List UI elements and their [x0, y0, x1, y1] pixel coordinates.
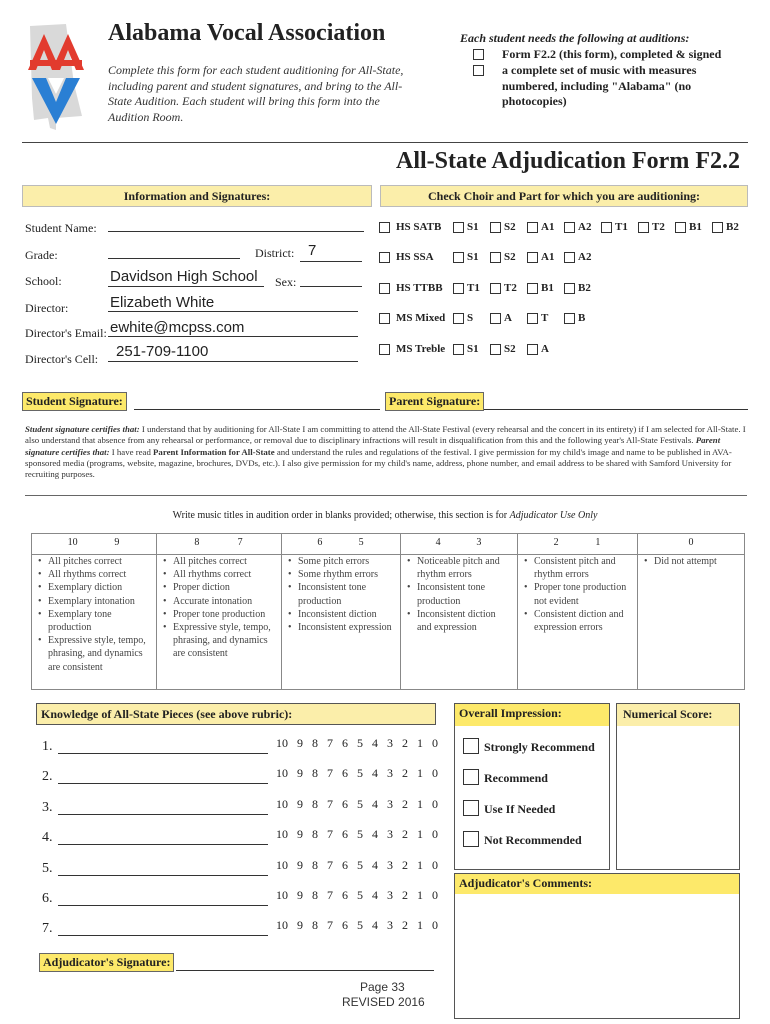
director-field[interactable]	[108, 311, 358, 312]
rubric-criterion: • Expressive style, tempo, phrasing, and dynamics are consistent	[38, 634, 149, 674]
rubric-criteria	[38, 555, 149, 674]
ava-logo	[22, 20, 88, 132]
part-checkbox[interactable]	[490, 252, 501, 263]
rubric-divider	[637, 533, 638, 690]
rubric-score: 9	[114, 537, 120, 548]
choir-checkbox[interactable]	[379, 252, 390, 263]
rubric-criterion: • Noticeable pitch and rhythm errors	[407, 555, 510, 581]
part-checkbox[interactable]	[490, 313, 501, 324]
rubric-criteria	[288, 555, 393, 634]
rubric-intro-a: Write music titles in audition order in blanks provided; otherwise, this section is for	[172, 510, 508, 521]
part-checkbox[interactable]	[527, 222, 538, 233]
parent-signature-label: Parent Signature:	[385, 392, 484, 411]
cell-value: 251-709-1100	[116, 343, 209, 360]
part-label: S1	[467, 343, 479, 355]
choir-name: HS SSA	[396, 251, 434, 263]
rubric-criterion: • Exemplary intonation	[38, 595, 149, 608]
piece-number: 7.	[42, 921, 53, 937]
parent-certifies-label: Parent signature certifies that:	[25, 435, 721, 457]
cell-label: Director's Cell:	[25, 352, 99, 366]
piece-score-scale[interactable]: 10 9 8 7 6 5 4 3 2 1 0	[276, 827, 438, 842]
rubric-score: 3	[476, 537, 482, 548]
part-checkbox[interactable]	[564, 222, 575, 233]
part-label: A1	[541, 221, 555, 233]
part-label: S2	[504, 221, 516, 233]
needs-item-1: Form F2.2 (this form), completed & signed	[502, 47, 722, 61]
part-checkbox[interactable]	[564, 313, 575, 324]
parent-signature-field[interactable]	[484, 409, 748, 410]
rubric-criterion: • Expressive style, tempo, phrasing, and dynamics are consistent	[163, 621, 274, 661]
rubric-criterion: • Exemplary tone production	[38, 608, 149, 634]
piece-title-field[interactable]	[58, 935, 268, 936]
rubric-score: 2	[553, 537, 559, 548]
part-label: T	[541, 312, 549, 324]
piece-score-scale[interactable]: 10 9 8 7 6 5 4 3 2 1 0	[276, 857, 438, 872]
rubric-criterion: • Did not attempt	[644, 555, 738, 568]
choir-name: MS Mixed	[396, 312, 446, 324]
part-label: B	[578, 312, 586, 324]
info-section-header: Information and Signatures:	[22, 185, 372, 207]
parent-certifies-text-b: and understand the rules and regulations of the festival. I give permission for my child's image and name to be published in AVA-sponsored media (programs, website, magazine, brochures, DVDs, etc.). I also give permission for my child's name, address, phone number, and email address to be shared with Samford University for recruiting purposes.	[25, 446, 732, 480]
rubric-divider	[281, 533, 282, 690]
part-checkbox[interactable]	[564, 252, 575, 263]
rubric-score: 8	[194, 537, 200, 548]
part-label: A2	[578, 221, 592, 233]
part-label: S2	[504, 343, 516, 355]
part-label: S	[467, 312, 474, 324]
part-checkbox[interactable]	[490, 222, 501, 233]
rubric-criterion: • Consistent diction and expression errors	[524, 608, 630, 634]
district-value: 7	[308, 242, 317, 259]
rubric-divider	[517, 533, 518, 690]
rubric-criterion: • Inconsistent diction and expression	[407, 608, 510, 634]
adjudicator-signature-label: Adjudicator's Signature:	[39, 953, 174, 972]
needs-title: Each student needs the following at auditions:	[460, 31, 690, 45]
rubric-criterion: • Inconsistent diction	[288, 608, 393, 621]
rubric-divider	[156, 533, 157, 690]
rubric-score-header	[31, 537, 156, 548]
part-checkbox[interactable]	[527, 252, 538, 263]
impression-option-label: Use If Needed	[484, 802, 556, 816]
part-label: S2	[504, 251, 516, 263]
numerical-score-box[interactable]	[616, 703, 740, 870]
piece-score-scale[interactable]: 10 9 8 7 6 5 4 3 2 1 0	[276, 796, 438, 811]
rubric-score-header	[637, 537, 745, 548]
rubric-score: 7	[237, 537, 243, 548]
adjudicator-signature-field[interactable]	[176, 970, 434, 971]
part-label: A	[504, 312, 512, 324]
header-rule	[22, 142, 748, 143]
grade-field[interactable]	[108, 258, 240, 259]
needs-checkbox-1[interactable]	[473, 49, 484, 60]
piece-number: 1.	[42, 739, 53, 754]
part-label: T1	[615, 221, 628, 233]
part-label: A1	[541, 251, 555, 263]
certification-text	[25, 424, 747, 480]
rubric-score-header	[400, 537, 517, 548]
rubric-criterion: • Proper tone production not evident	[524, 581, 630, 607]
rubric-criterion: • Consistent pitch and rhythm errors	[524, 555, 630, 581]
rubric-criterion: • All rhythms correct	[163, 568, 274, 581]
piece-score-scale[interactable]: 10 9 8 7 6 5 4 3 2 1 0	[276, 736, 438, 750]
part-checkbox[interactable]	[453, 344, 464, 355]
piece-title-field[interactable]	[58, 844, 268, 845]
rubric-score-header	[517, 537, 637, 548]
choir-section-header: Check Choir and Part for which you are auditioning:	[380, 185, 748, 207]
part-checkbox[interactable]	[453, 252, 464, 263]
piece-number: 5.	[42, 860, 53, 876]
knowledge-label: Knowledge of All-State Pieces (see above rubric):	[36, 703, 436, 725]
part-checkbox[interactable]	[453, 313, 464, 324]
part-label: T2	[652, 221, 665, 233]
rubric-score: 1	[595, 537, 601, 548]
choir-checkbox[interactable]	[379, 283, 390, 294]
cell-field[interactable]	[108, 361, 358, 362]
needs-item-2: a complete set of music with measures numbered, including "Alabama" (no photocopies)	[502, 63, 697, 108]
student-signature-field[interactable]	[134, 409, 380, 410]
choir-name: HS TTBB	[396, 282, 443, 294]
parent-certifies-text-a: I have read	[111, 446, 151, 457]
impression-option-label: Strongly Recommend	[484, 740, 595, 754]
rubric-score-header	[156, 537, 281, 548]
impression-option-label: Not Recommended	[484, 833, 582, 847]
rubric-score-header	[281, 537, 400, 548]
rubric-intro-b: Adjudicator Use Only	[509, 510, 598, 521]
part-label: T2	[504, 282, 517, 294]
rubric-criteria	[524, 555, 630, 634]
part-checkbox[interactable]	[490, 344, 501, 355]
part-label: S1	[467, 251, 479, 263]
part-checkbox[interactable]	[527, 313, 538, 324]
part-label: T1	[467, 282, 480, 294]
part-label: S1	[467, 221, 479, 233]
page-number: Page 33	[360, 980, 405, 994]
rubric-score: 0	[688, 537, 694, 548]
school-value: Davidson High School	[110, 268, 258, 285]
rubric-criteria	[644, 555, 738, 568]
section-rule	[25, 495, 747, 496]
student-name-field[interactable]	[108, 231, 364, 232]
rubric-criterion: • All rhythms correct	[38, 568, 149, 581]
email-label: Director's Email:	[25, 326, 107, 340]
piece-score-scale[interactable]: 10 9 8 7 6 5 4 3 2 1 0	[276, 766, 438, 781]
part-checkbox[interactable]	[675, 222, 686, 233]
rubric-criteria	[407, 555, 510, 634]
rubric-score: 10	[67, 537, 78, 548]
grade-label: Grade:	[25, 248, 58, 262]
piece-number: 4.	[42, 830, 53, 846]
sex-label: Sex:	[275, 275, 297, 289]
piece-number: 2.	[42, 769, 53, 785]
parent-info-bold: Parent Information for All-State	[153, 446, 275, 457]
rubric-criterion: • Exemplary diction	[38, 581, 149, 594]
rubric-criterion: • Inconsistent tone production	[288, 581, 393, 607]
director-label: Director:	[25, 301, 69, 315]
student-certifies-text: I understand that by auditioning for All-State I am committing to attend the All-State Festival (every rehearsal and the concert in its entirety) if I am selected for All-State. I also understand that absence from any rehearsal or performance, or removal due to disciplinary infractions will result in disqualification from this and the following year's All-State Festivals.	[25, 424, 746, 446]
district-field[interactable]	[300, 261, 362, 262]
email-field[interactable]	[108, 336, 358, 337]
impression-label: Overall Impression:	[455, 704, 609, 726]
piece-score-scale[interactable]: 10 9 8 7 6 5 4 3 2 1 0	[276, 918, 438, 933]
part-checkbox[interactable]	[453, 222, 464, 233]
part-label: B2	[578, 282, 591, 294]
comments-box[interactable]	[454, 873, 740, 1019]
piece-number: 6.	[42, 891, 53, 906]
needs-checkbox-2[interactable]	[473, 65, 484, 76]
school-label: School:	[25, 274, 62, 288]
rubric-criterion: • All pitches correct	[163, 555, 274, 568]
school-field[interactable]	[108, 286, 264, 287]
rubric-criterion: • Proper tone production	[163, 608, 274, 621]
impression-checkbox[interactable]	[463, 831, 479, 847]
revised-date: REVISED 2016	[342, 995, 425, 1009]
piece-title-field[interactable]	[58, 753, 268, 754]
sex-field[interactable]	[300, 286, 362, 287]
student-certifies-label: Student signature certifies that:	[25, 424, 140, 434]
director-value: Elizabeth White	[110, 294, 215, 311]
email-value: ewhite@mcpss.com	[110, 319, 245, 336]
piece-title-field[interactable]	[58, 875, 268, 876]
student-signature-label: Student Signature:	[22, 392, 127, 411]
choir-checkbox[interactable]	[379, 313, 390, 324]
choir-name: MS Treble	[396, 343, 446, 355]
rubric-criterion: • Proper diction	[163, 581, 274, 594]
rubric-criterion: • Some pitch errors	[288, 555, 393, 568]
piece-score-scale[interactable]: 10 9 8 7 6 5 4 3 2 1 0	[276, 888, 438, 902]
rubric-criteria	[163, 555, 274, 661]
form-title: All-State Adjudication Form F2.2	[396, 148, 740, 174]
numerical-score-label: Numerical Score:	[617, 704, 739, 726]
impression-checkbox[interactable]	[463, 800, 479, 816]
impression-checkbox[interactable]	[463, 738, 479, 754]
district-label: District:	[255, 246, 295, 260]
part-checkbox[interactable]	[490, 283, 501, 294]
impression-checkbox[interactable]	[463, 769, 479, 785]
piece-number: 3.	[42, 799, 53, 815]
student-name-label: Student Name:	[25, 221, 97, 235]
choir-name: HS SATB	[396, 221, 442, 233]
part-checkbox[interactable]	[527, 344, 538, 355]
part-checkbox[interactable]	[527, 283, 538, 294]
rubric-divider	[400, 533, 401, 690]
part-label: A2	[578, 251, 592, 263]
rubric-score: 5	[358, 537, 364, 548]
choir-checkbox[interactable]	[379, 344, 390, 355]
impression-option-label: Recommend	[484, 771, 548, 785]
part-checkbox[interactable]	[712, 222, 723, 233]
part-label: A	[541, 343, 549, 355]
part-checkbox[interactable]	[453, 283, 464, 294]
part-label: B1	[689, 221, 702, 233]
part-checkbox[interactable]	[601, 222, 612, 233]
part-checkbox[interactable]	[564, 283, 575, 294]
piece-title-field[interactable]	[58, 905, 268, 906]
part-label: B1	[541, 282, 554, 294]
piece-title-field[interactable]	[58, 814, 268, 815]
rubric-criterion: • All pitches correct	[38, 555, 149, 568]
rubric-criterion: • Some rhythm errors	[288, 568, 393, 581]
choir-checkbox[interactable]	[379, 222, 390, 233]
rubric-criterion: • Accurate intonation	[163, 595, 274, 608]
part-label: B2	[726, 221, 739, 233]
comments-label: Adjudicator's Comments:	[455, 874, 739, 894]
rubric-intro	[0, 510, 770, 521]
piece-title-field[interactable]	[58, 783, 268, 784]
rubric-score: 6	[317, 537, 323, 548]
rubric-criterion: • Inconsistent expression	[288, 621, 393, 634]
part-checkbox[interactable]	[638, 222, 649, 233]
rubric-criterion: • Inconsistent tone production	[407, 581, 510, 607]
org-title: Alabama Vocal Association	[108, 20, 386, 46]
instructions: Complete this form for each student auditioning for All-State, including parent and student signatures, and bring to the All-State Audition. Each student will bring this form into the Audition Room.	[108, 63, 404, 124]
rubric-score: 4	[435, 537, 441, 548]
